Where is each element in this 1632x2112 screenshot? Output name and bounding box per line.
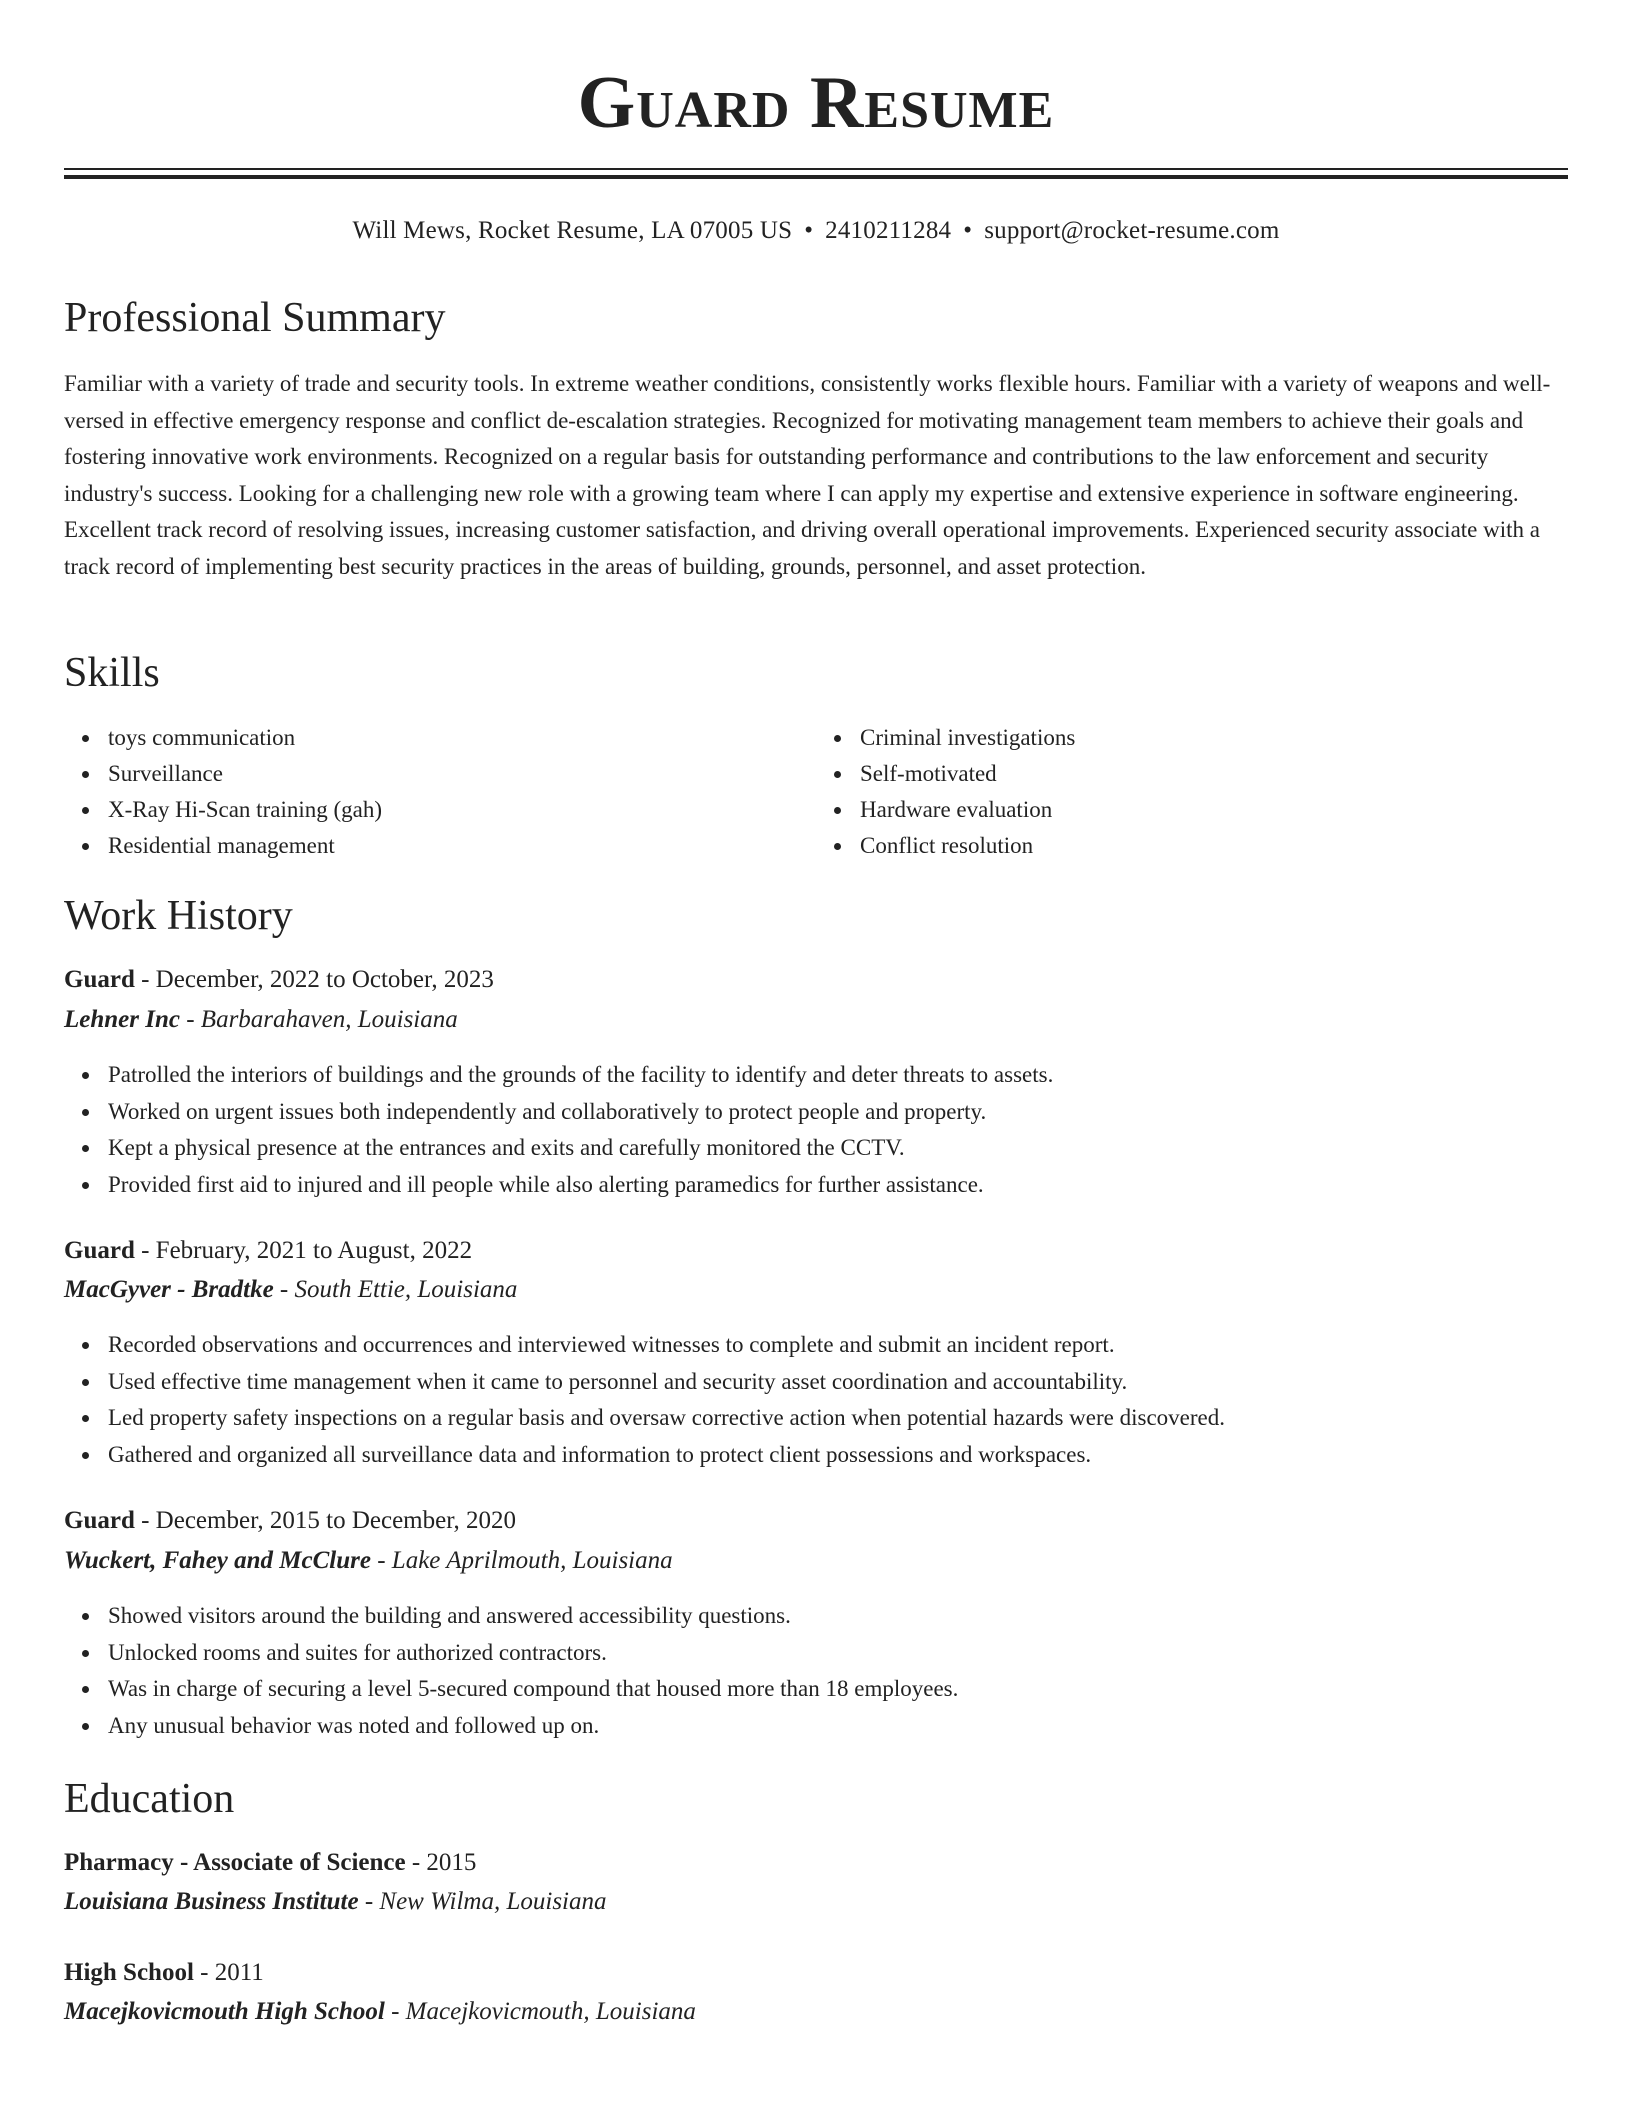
job-heading [64, 1504, 516, 1538]
contact-line [64, 214, 1568, 248]
contact-separator: • [804, 217, 814, 244]
contact-phone: 2410211284 [825, 217, 952, 244]
title-rule-top [64, 168, 1568, 170]
job-bullet: Gathered and organized all surveillance data and information to protect client possessions and workspaces. [108, 1437, 1568, 1474]
job-bullet: Showed visitors around the building and answered accessibility questions. [108, 1598, 1568, 1635]
resume-page [64, 0, 1568, 2025]
skill-item: Self-motivated [860, 756, 1568, 792]
job-title: Guard [64, 1237, 135, 1264]
contact-email: support@rocket-resume.com [984, 217, 1280, 244]
job-bullet: Recorded observations and occurrences and interviewed witnesses to complete and submit an incident report. [108, 1327, 1568, 1364]
job-company: Wuckert, Fahey and McClure [64, 1547, 371, 1574]
education-degree: High School [64, 1959, 194, 1986]
education-heading [64, 1956, 264, 1990]
job-bullet: Provided first aid to injured and ill people while also alerting paramedics for further assistance. [108, 1167, 1568, 1204]
job-heading [64, 963, 494, 997]
contact-address: Will Mews, Rocket Resume, LA 07005 US [352, 217, 793, 244]
education-school: Macejkovicmouth High School [64, 1998, 385, 2025]
job-bullet: Kept a physical presence at the entrances and exits and carefully monitored the CCTV. [108, 1130, 1568, 1167]
job-company-line [64, 1544, 673, 1578]
skill-item: Surveillance [108, 756, 816, 792]
education-school-line [64, 1885, 607, 1919]
skills-list [64, 720, 1568, 864]
job-bullet: Any unusual behavior was noted and followed up on. [108, 1708, 1568, 1745]
section-heading-work: Work History [64, 893, 293, 939]
education-location: - New Wilma, Louisiana [364, 1888, 607, 1915]
job-bullet: Patrolled the interiors of buildings and the grounds of the facility to identify and deter threats to assets. [108, 1057, 1568, 1094]
skill-item: Criminal investigations [860, 720, 1568, 756]
job-title: Guard [64, 1507, 135, 1534]
job-bullets [64, 1327, 1568, 1473]
contact-separator: • [963, 217, 973, 244]
skill-item: toys communication [108, 720, 816, 756]
education-school-line [64, 1995, 696, 2029]
skills-column-left [64, 720, 816, 864]
job-heading [64, 1234, 472, 1268]
section-heading-skills: Skills [64, 650, 160, 696]
section-heading-summary: Professional Summary [64, 295, 446, 341]
section-heading-education: Education [64, 1776, 235, 1822]
job-bullets [64, 1057, 1568, 1203]
job-company: MacGyver - Bradtke [64, 1276, 274, 1303]
job-location: - Barbarahaven, Louisiana [186, 1006, 458, 1033]
job-bullet: Was in charge of securing a level 5-secured compound that housed more than 18 employees. [108, 1671, 1568, 1708]
job-bullet: Unlocked rooms and suites for authorized contractors. [108, 1635, 1568, 1672]
job-dates: - December, 2022 to October, 2023 [141, 966, 494, 993]
resume-title: Guard Resume [577, 62, 1055, 144]
title-rule-bottom [64, 175, 1568, 179]
job-bullet: Worked on urgent issues both independently and collaboratively to protect people and property. [108, 1094, 1568, 1131]
education-year: - 2011 [200, 1959, 264, 1986]
job-bullet: Used effective time management when it came to personnel and security asset coordination and accountability. [108, 1364, 1568, 1401]
job-company-line [64, 1003, 458, 1037]
skill-item: Conflict resolution [860, 828, 1568, 864]
skill-item: X-Ray Hi-Scan training (gah) [108, 792, 816, 828]
skill-item: Residential management [108, 828, 816, 864]
job-location: - Lake Aprilmouth, Louisiana [377, 1547, 673, 1574]
summary-text: Familiar with a variety of trade and security tools. In extreme weather conditions, consistently works flexible hours. Familiar with a variety of weapons and well-versed in effective emergency response and conflict de-escalation strategies. Recognized for motivating management team members to achieve their goals and fostering innovative work environments. Recognized on a regular basis for outstanding performance and contributions to the law enforcement and security industry's success. Looking for a challenging new role with a growing team where I can apply my expertise and extensive experience in software engineering. Excellent track record of resolving issues, increasing customer satisfaction, and driving overall operational improvements. Experienced security associate with a track record of implementing best security practices in the areas of building, grounds, personnel, and asset protection. [64, 371, 1551, 579]
education-heading [64, 1846, 476, 1880]
education-degree: Pharmacy - Associate of Science [64, 1849, 406, 1876]
job-location: - South Ettie, Louisiana [279, 1276, 518, 1303]
skill-item: Hardware evaluation [860, 792, 1568, 828]
job-title: Guard [64, 966, 135, 993]
job-dates: - December, 2015 to December, 2020 [141, 1507, 517, 1534]
skills-column-right [816, 720, 1568, 864]
education-location: - Macejkovicmouth, Louisiana [391, 1998, 696, 2025]
education-year: - 2015 [411, 1849, 477, 1876]
job-bullets [64, 1598, 1568, 1744]
job-company-line [64, 1273, 517, 1307]
job-company: Lehner Inc [64, 1006, 180, 1033]
job-bullet: Led property safety inspections on a regular basis and oversaw corrective action when potential hazards were discovered. [108, 1400, 1568, 1437]
job-dates: - February, 2021 to August, 2022 [141, 1237, 473, 1264]
education-school: Louisiana Business Institute [64, 1888, 359, 1915]
